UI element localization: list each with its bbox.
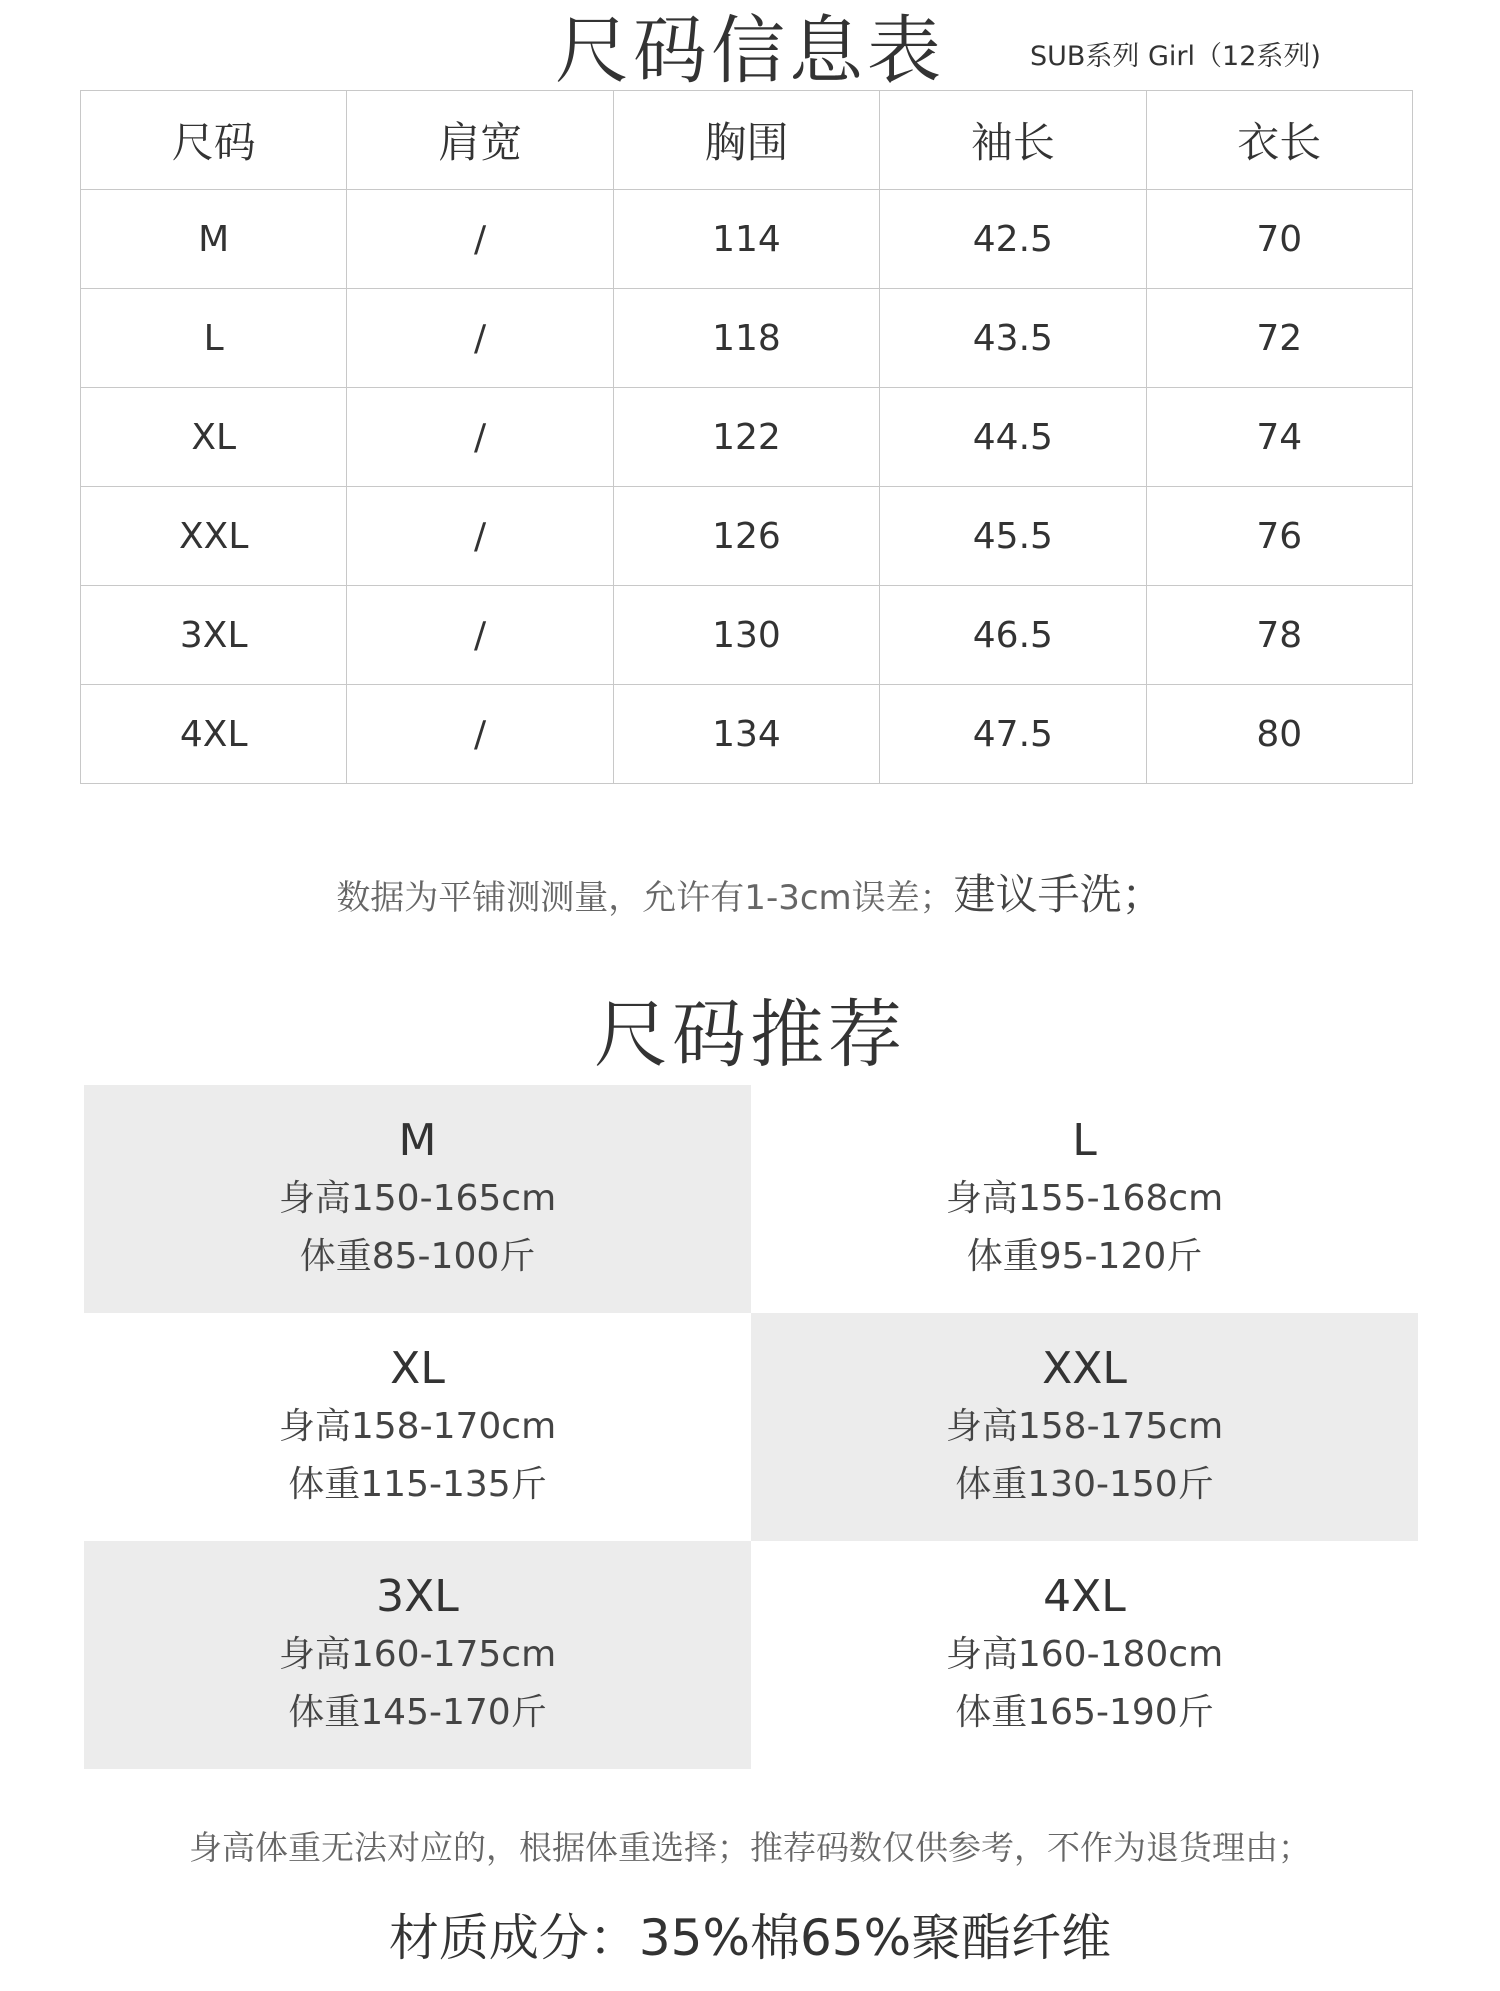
cell-sleeve: 47.5 xyxy=(880,685,1146,784)
table-row xyxy=(81,487,1413,586)
rec-height: 身高155-168cm xyxy=(945,1178,1224,1219)
table-header-row xyxy=(81,91,1413,190)
rec-size-label: 3XL xyxy=(376,1571,459,1622)
header xyxy=(0,0,1500,94)
cell-chest: 114 xyxy=(613,190,879,289)
recommendation-card xyxy=(84,1313,751,1541)
cell-size: XXL xyxy=(81,487,347,586)
wash-advice: 建议手洗； xyxy=(953,870,1164,919)
rec-weight: 体重165-190斤 xyxy=(955,1692,1214,1733)
rec-size-label: XL xyxy=(390,1343,445,1394)
table-row xyxy=(81,190,1413,289)
header-length: 衣长 xyxy=(1146,91,1412,190)
table-row xyxy=(81,685,1413,784)
rec-weight: 体重115-135斤 xyxy=(288,1464,547,1505)
cell-sleeve: 45.5 xyxy=(880,487,1146,586)
cell-shoulder: / xyxy=(347,586,613,685)
cell-chest: 126 xyxy=(613,487,879,586)
recommendation-card xyxy=(84,1541,751,1769)
measurement-note xyxy=(0,862,1500,922)
table-row xyxy=(81,388,1413,487)
size-info-table xyxy=(80,90,1413,784)
recommendation-grid xyxy=(84,1085,1418,1769)
cell-size: 3XL xyxy=(81,586,347,685)
cell-size: 4XL xyxy=(81,685,347,784)
cell-size: XL xyxy=(81,388,347,487)
rec-weight: 体重95-120斤 xyxy=(966,1236,1203,1277)
cell-sleeve: 43.5 xyxy=(880,289,1146,388)
cell-shoulder: / xyxy=(347,190,613,289)
disclaimer-note: 身高体重无法对应的，根据体重选择；推荐码数仅供参考，不作为退货理由； xyxy=(189,1828,1311,1867)
cell-sleeve: 46.5 xyxy=(880,586,1146,685)
rec-height: 身高158-170cm xyxy=(278,1406,557,1447)
header-size: 尺码 xyxy=(81,91,347,190)
cell-chest: 118 xyxy=(613,289,879,388)
rec-height: 身高160-180cm xyxy=(945,1634,1224,1675)
rec-weight: 体重85-100斤 xyxy=(299,1236,536,1277)
recommendation-title: 尺码推荐 xyxy=(594,992,906,1078)
cell-size: L xyxy=(81,289,347,388)
rec-weight: 体重130-150斤 xyxy=(955,1464,1214,1505)
recommendation-card xyxy=(751,1313,1418,1541)
cell-shoulder: / xyxy=(347,685,613,784)
table-row xyxy=(81,289,1413,388)
cell-shoulder: / xyxy=(347,388,613,487)
material-composition: 材质成分：35%棉65%聚酯纤维 xyxy=(388,1909,1112,1967)
page-title: 尺码信息表 xyxy=(555,8,945,94)
rec-height: 身高150-165cm xyxy=(278,1178,557,1219)
cell-shoulder: / xyxy=(347,289,613,388)
cell-length: 74 xyxy=(1146,388,1412,487)
rec-height: 身高160-175cm xyxy=(278,1634,557,1675)
cell-length: 76 xyxy=(1146,487,1412,586)
cell-length: 72 xyxy=(1146,289,1412,388)
series-label: SUB系列 Girl（12系列) xyxy=(1030,41,1321,72)
cell-length: 78 xyxy=(1146,586,1412,685)
cell-length: 80 xyxy=(1146,685,1412,784)
cell-chest: 134 xyxy=(613,685,879,784)
cell-chest: 122 xyxy=(613,388,879,487)
recommendation-card xyxy=(84,1085,751,1313)
cell-chest: 130 xyxy=(613,586,879,685)
recommendation-card xyxy=(751,1541,1418,1769)
header-sleeve: 袖长 xyxy=(880,91,1146,190)
measurement-note-text: 数据为平铺测测量，允许有1-3cm误差； xyxy=(336,878,954,918)
cell-size: M xyxy=(81,190,347,289)
rec-weight: 体重145-170斤 xyxy=(288,1692,547,1733)
recommendation-card xyxy=(751,1085,1418,1313)
rec-height: 身高158-175cm xyxy=(945,1406,1224,1447)
rec-size-label: XXL xyxy=(1042,1343,1127,1394)
header-chest: 胸围 xyxy=(613,91,879,190)
cell-length: 70 xyxy=(1146,190,1412,289)
rec-size-label: M xyxy=(398,1115,437,1166)
rec-size-label: 4XL xyxy=(1043,1571,1126,1622)
header-shoulder: 肩宽 xyxy=(347,91,613,190)
cell-sleeve: 42.5 xyxy=(880,190,1146,289)
cell-sleeve: 44.5 xyxy=(880,388,1146,487)
table-row xyxy=(81,586,1413,685)
cell-shoulder: / xyxy=(347,487,613,586)
rec-size-label: L xyxy=(1072,1115,1097,1166)
